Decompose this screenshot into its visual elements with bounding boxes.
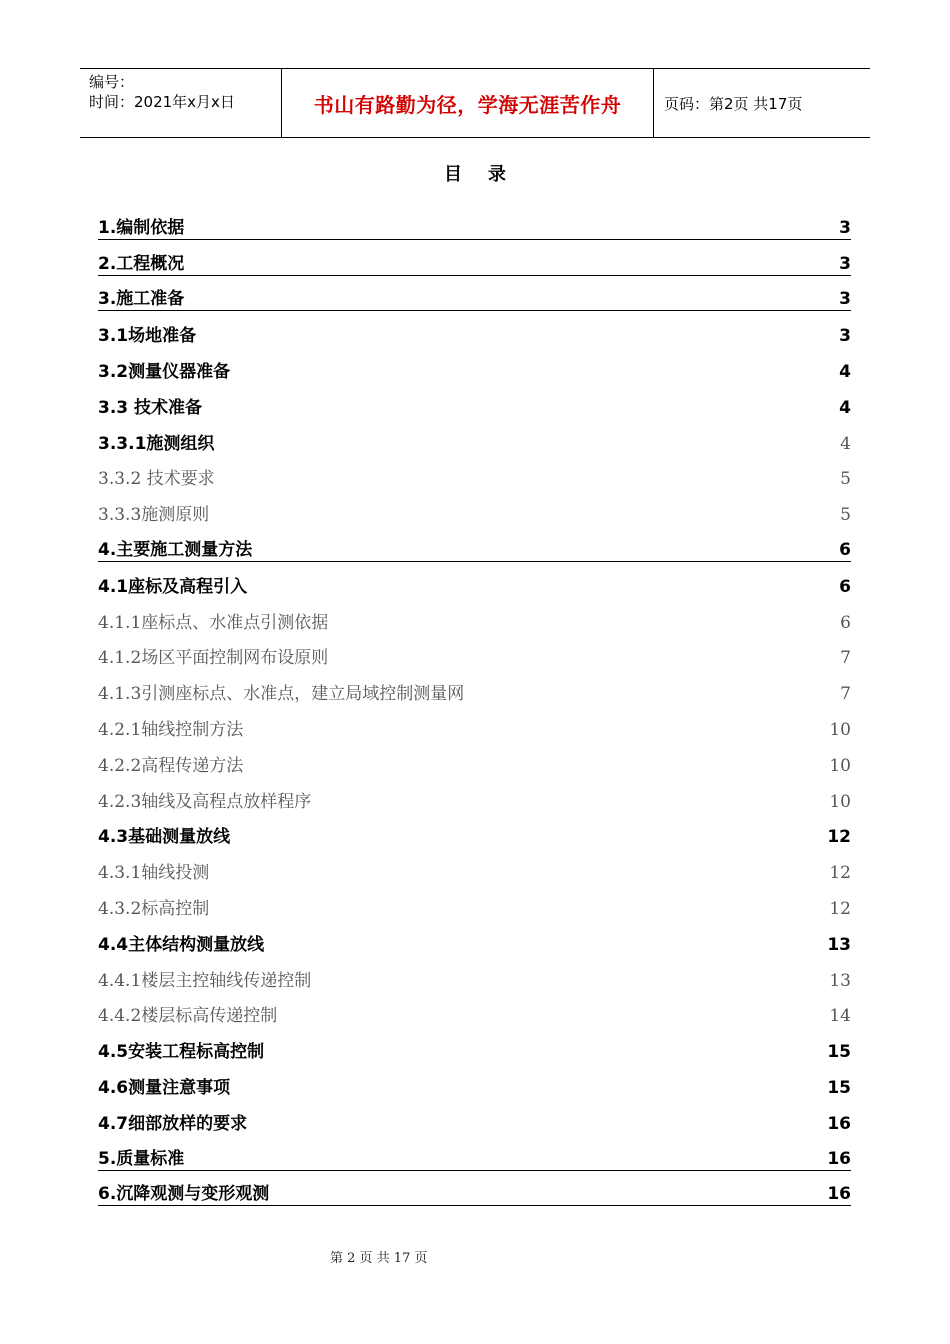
toc-entry[interactable] [98,1171,851,1207]
toc-entry[interactable] [98,347,851,383]
toc-entry-title: 4.1.1座标点、水准点引测依据 [98,612,329,633]
toc-entry-page: 15 [827,1042,851,1063]
header-meta [80,69,282,137]
toc-entry[interactable] [98,419,851,455]
toc-entry-page: 12 [827,827,851,848]
toc-entry-title: 4.4.2楼层标高传递控制 [98,1006,278,1027]
toc-entry-page: 16 [827,1184,851,1205]
toc-entry-page: 6 [839,539,851,560]
toc-entry-title: 3.3.1施测组织 [98,433,215,454]
toc-entry-title: 4.6测量注意事项 [98,1077,231,1098]
toc-entry[interactable] [98,526,851,562]
toc-entry-title: 3.3 技术准备 [98,397,203,418]
toc-entry-page: 15 [827,1077,851,1098]
toc-entry-title: 4.4主体结构测量放线 [98,934,265,955]
toc-entry-page: 12 [829,863,851,884]
toc-entry-title: 4.1座标及高程引入 [98,576,248,597]
toc-entry-page: 3 [839,217,851,238]
toc-entry-page: 4 [839,397,851,418]
toc-title: 目录 [444,164,532,185]
toc-entry-title: 6.沉降观测与变形观测 [98,1184,270,1205]
toc-entry-title: 4.2.3轴线及高程点放样程序 [98,791,312,812]
toc-entry-page: 7 [840,648,851,669]
header-motto: 书山有路勤为径，学海无涯苦作舟 [282,69,654,137]
toc-entry-page: 7 [840,684,851,705]
toc-entry[interactable] [98,204,851,240]
toc-entry-title: 3.1场地准备 [98,326,197,347]
toc-entry-title: 4.7细部放样的要求 [98,1113,248,1134]
toc-entry-page: 3 [839,289,851,310]
toc-entry-page: 13 [827,934,851,955]
toc-entry-page: 3 [839,326,851,347]
toc-entry[interactable] [98,777,851,813]
toc-entry[interactable] [98,1099,851,1135]
toc-entry-page: 5 [840,505,851,526]
toc-entry-page: 10 [829,791,851,812]
toc-entry-page: 12 [829,898,851,919]
toc-entry[interactable] [98,455,851,491]
toc-entry[interactable] [98,956,851,992]
page-footer: 第 2 页 共 17 页 [330,1251,428,1266]
toc-entry-title: 4.5安装工程标高控制 [98,1042,265,1063]
toc-entry-title: 3.施工准备 [98,289,185,310]
toc-entry[interactable] [98,634,851,670]
toc-entry[interactable] [98,813,851,849]
toc-entry-title: 4.3.2标高控制 [98,898,210,919]
toc-entry[interactable] [98,276,851,312]
page-header [80,68,870,138]
toc-entry[interactable] [98,1027,851,1063]
toc-entry-page: 16 [827,1113,851,1134]
toc-entry-title: 4.3基础测量放线 [98,827,231,848]
toc-entry-page: 4 [840,433,851,454]
toc-entry-title: 3.3.3施测原则 [98,505,210,526]
doc-time-label: 时间：2021年x月x日 [89,93,235,111]
toc-entry-page: 14 [829,1006,851,1027]
toc-entry-page: 6 [840,612,851,633]
toc-entry-page: 10 [829,755,851,776]
toc-entry-title: 4.主要施工测量方法 [98,539,253,560]
toc-entry-title: 4.3.1轴线投测 [98,863,210,884]
toc-entry-page: 6 [839,576,851,597]
toc-entry[interactable] [98,705,851,741]
toc-entry[interactable] [98,884,851,920]
toc-entry[interactable] [98,383,851,419]
toc-entry-title: 4.1.3引测座标点、水准点，建立局域控制测量网 [98,684,465,705]
toc-entry[interactable] [98,1063,851,1099]
toc-entry-title: 1.编制依据 [98,217,185,238]
toc-entry[interactable] [98,562,851,598]
toc-entry-page: 3 [839,253,851,274]
toc-entry[interactable] [98,1135,851,1171]
toc-entry-title: 5.质量标准 [98,1148,185,1169]
toc-entry[interactable] [98,741,851,777]
toc-entry-title: 2.工程概况 [98,253,185,274]
toc-entry-title: 4.1.2场区平面控制网布设原则 [98,648,329,669]
toc-entry-page: 4 [839,361,851,382]
toc-entry[interactable] [98,669,851,705]
toc-entry-title: 4.2.1轴线控制方法 [98,719,244,740]
toc-entry[interactable] [98,920,851,956]
toc-entry[interactable] [98,490,851,526]
doc-code-label: 编号： [89,73,135,91]
toc-entry[interactable] [98,598,851,634]
toc-entry-page: 13 [829,970,851,991]
toc-entry[interactable] [98,240,851,276]
toc-entry[interactable] [98,848,851,884]
toc-entry[interactable] [98,311,851,347]
toc-entry-page: 5 [840,469,851,490]
toc-entry-title: 4.4.1楼层主控轴线传递控制 [98,970,312,991]
toc-entry-title: 3.3.2 技术要求 [98,469,215,490]
toc-entry[interactable] [98,992,851,1028]
toc-entry-page: 16 [827,1148,851,1169]
toc-entry-page: 10 [829,719,851,740]
table-of-contents [98,204,851,1206]
header-page-info: 页码：第2页 共17页 [664,94,803,113]
toc-entry-title: 3.2测量仪器准备 [98,361,231,382]
toc-entry-title: 4.2.2高程传递方法 [98,755,244,776]
